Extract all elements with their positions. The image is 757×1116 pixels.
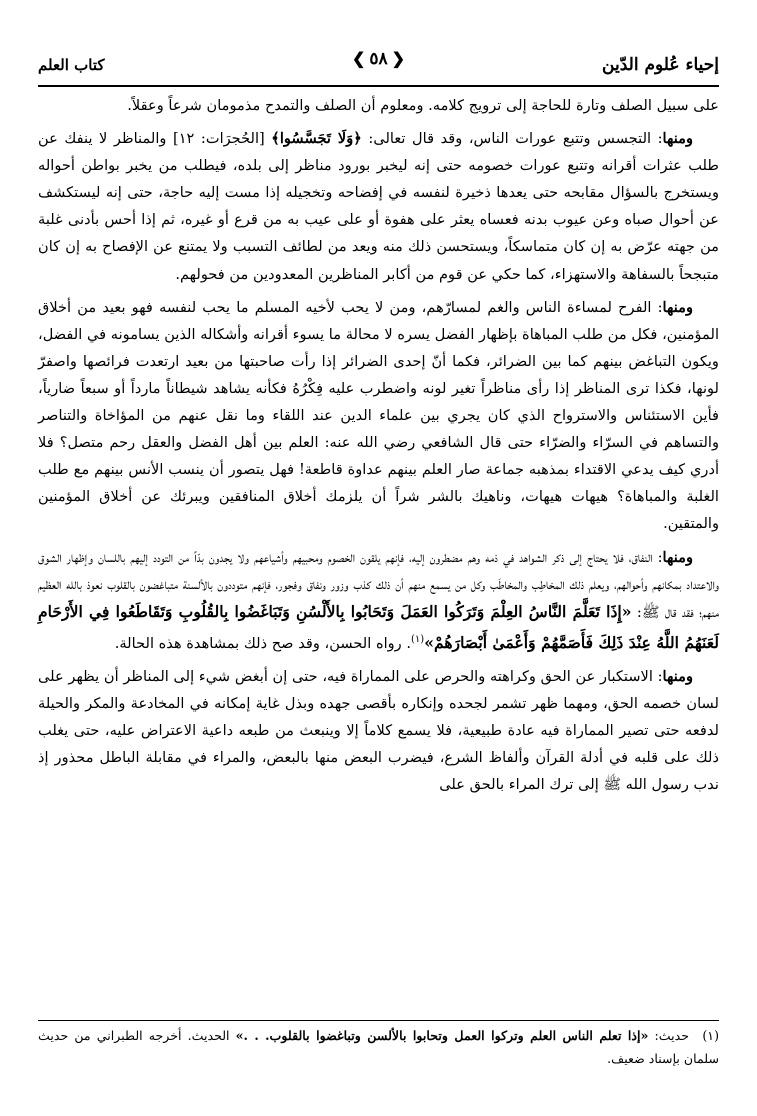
footnote-label: حديث: <box>648 1028 689 1043</box>
paragraph-arrogance <box>38 663 719 798</box>
quran-verse: ﴿وَلَا تَجَسَّسُوا﴾ <box>271 130 362 148</box>
paragraph-lead: ومنها <box>662 130 693 148</box>
paragraph-lead: ومنها <box>662 548 693 566</box>
paragraph-text: : النفاق، فلا يحتاج إلى ذكر الشواهد في ذمه وهم مضطرون إليه، فإنهم يلقون الخصوم ومحبيهم وأشياعهم ولا يجدون بدّاً من التودد إليهم باللسان وإظهار الشوق والاعتداد بمكانهم وأحوالهم، ويعلم ذلك المخاطِب والمخاطَب وكل من يسمع منهم أن ذلك كذب وزور ونفاق وفجور، فإنهم متوددون بالألسنة متباغضون بالقلوب نعوذ بالله العظيم منهم؛ فقد قال ﷺ: <box>38 548 719 621</box>
paragraph-lead: ومنها <box>662 667 693 685</box>
paragraph-rejoicing <box>38 294 719 538</box>
page-body <box>38 92 719 804</box>
footnote-marker[interactable]: (١) <box>411 633 425 645</box>
page-number-ornament <box>352 49 405 69</box>
paragraph-text: [الحُجرَات: ١٢] والمناظر لا ينفك عن طلب عثرات أقرانه وتتبع عورات خصومه حتى إنه ليخبر بورود مناظر إلى بلده، فيطلب من يخبر بواطن أحواله ويستخرج بالسؤال مقابحه حتى يعدها ذخيرة لنفسه في إفضاحه وتخجيله إذا مست إليه حاجة، حتى إنه ليستكشف عن أحوال صباه وعن عيوب بدنه فعساه يعثر على هفوة أو على عيب به من قرع أو غيره، ثم إذا أحس بأدنى غلبة من جهته عرّض به إن كان متماسكاً، ويستحسن ذلك منه ويعد من لطائف التسبب ولا يمتنع عن الإفصاح به إن كان متبجحاً بالسفاهة والاستهزاء، كما حكي عن قوم من أكابر المناظرين المعدودين من فحولهم. <box>38 130 719 283</box>
ornament-right-icon: ❮ <box>391 49 406 68</box>
book-title: إحياء عُلوم الدّين <box>602 55 719 75</box>
paragraph-text: على سبيل الصلف وتارة للحاجة إلى ترويج كلامه. ومعلوم أن الصلف والتمدح مذمومان شرعاً وعقلاً. <box>127 97 719 114</box>
hadith-quote: «إِذَا تَعَلَّمَ النَّاسُ العِلْمَ وَتَرَكُوا العَمَلَ وَتَحَابُوا بِالأَلْسُنِ وَتَبَاغَضُوا بِالقُلُوبِ وَتَقَاطَعُوا فِي الأَرْحَامِ لَعَنَهُمُ اللَّهُ عِنْدَ ذَلِكَ فَأَصَمَّهُمْ وَأَعْمَىٰ أَبْصَارَهُمْ» <box>38 601 719 652</box>
paragraph-spying <box>38 125 719 288</box>
footnote-text: الحديث. أخرجه الطبراني من حديث سلمان بإسناد ضعيف. <box>38 1028 719 1066</box>
footnote-number: (١) <box>702 1028 719 1043</box>
paragraph-text: : الاستكبار عن الحق وكراهته والحرص على المماراة فيه، حتى إن أبغض شيء إلى المناظر أن يظهر على لسان خصمه الحق، ومهما ظهر تشمر لجحده وإنكاره بأقصى جهده وبذل غاية إمكانه في المخادعة والمكر والحيلة لدفعه حتى تصير المماراة فيه عادة طبيعية، فلا يسمع كلاماً إلا وينبعث من طبعه داعية الاعتراض عليه، حتى يغلب ذلك على قلبه في أدلة القرآن وألفاظ الشرع، فيضرب البعض منها بالبعض، والمراء في مقابلة الباطل محذور إذ ندب رسول الله ﷺ إلى ترك المراء بالحق على <box>38 667 719 794</box>
paragraph-continued <box>38 92 719 119</box>
paragraph-text: . رواه الحسن، وقد صح ذلك بمشاهدة هذه الحالة. <box>114 634 412 652</box>
footnote <box>38 1024 719 1070</box>
footnote-divider <box>38 1020 719 1021</box>
paragraph-hypocrisy <box>38 544 719 657</box>
paragraph-lead: ومنها <box>662 298 693 316</box>
paragraph-text: : الفرح لمساءة الناس والغم لمسارّهم، ومن لا يحب لأخيه المسلم ما يحب لنفسه فهو بعيد من أخلاق المؤمنين، فكل من طلب المباهاة بإظهار الفضل يسره لا محالة ما يسوء أقرانه وأشكاله الذين يسامونه في الفضل، ويكون التباغض بينهم كما بين الضرائر، فكما أنّ إحدى الضرائر إذا رأت صاحبتها من بعيد ارتعدت فرائصها واصفرّ لونها، فكذا ترى المناظر إذا رأى مناظراً تغير لونه واضطرب عليه فِكْرُهُ فكأنه يشاهد شيطاناً مارداً أو سبعاً ضارياً، فأين الاستئناس والاسترواح الذي كان يجري بين علماء الدين عند اللقاء وما نقل عنهم من المؤاخاة والتناصر والتساهم في السرّاء والضرّاء حتى قال الشافعي رضي الله عنه: العلم بين أهل الفضل والعقل رحم متصل؟ فلا أدري كيف يدعي الاقتداء بمذهبه جماعة صار العلم بينهم عداوة قاطعة! فهل يتصور أن ينسب الأنس بينهم مع طلب الغلبة والمباهاة؟ هيهات هيهات، وناهيك بالشر شراً أن يلزمك أخلاق المنافقين ويبرئك عن أخلاق المؤمنين والمتقين. <box>38 298 719 533</box>
page-number: ٥٨ <box>369 49 388 69</box>
page-header <box>38 45 719 87</box>
ornament-left-icon: ❯ <box>351 49 366 68</box>
paragraph-text: : التجسس وتتبع عورات الناس، وقد قال تعالى: <box>361 130 663 148</box>
footnote-quote: «إذا تعلم الناس العلم وتركوا العمل وتحابوا بالألسن وتباغضوا بالقلوب. . .» <box>235 1028 649 1043</box>
chapter-title: كتاب العلم <box>38 56 105 74</box>
